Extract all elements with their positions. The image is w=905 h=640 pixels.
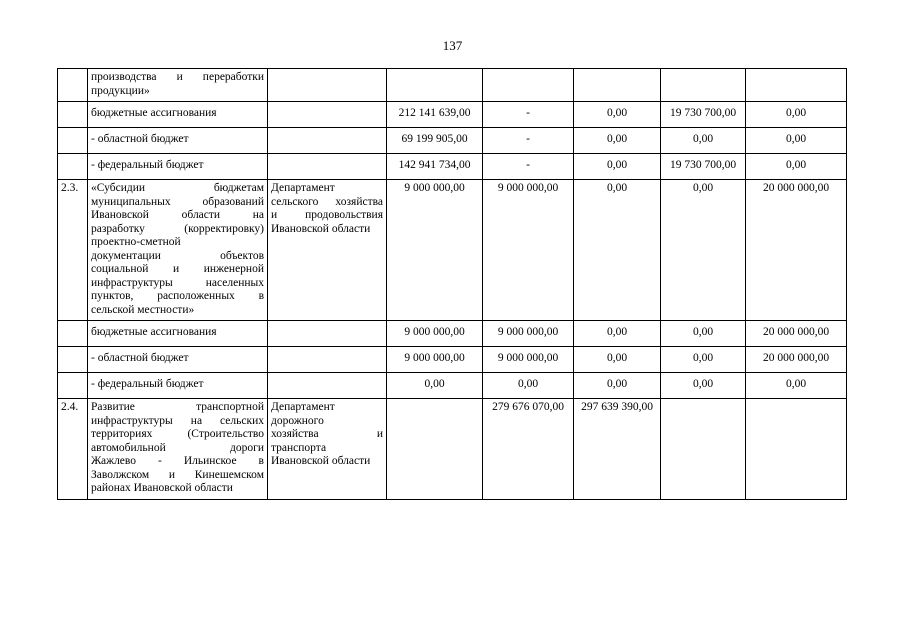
department-line: транспорта	[271, 441, 327, 454]
department-cell	[268, 399, 387, 500]
amount-cell: 0,00	[387, 373, 483, 399]
row-index-cell: 2.3.	[58, 180, 88, 321]
description-line: социальной и инженерной	[91, 263, 264, 275]
amount-cell: 19 730 700,00	[661, 154, 746, 180]
description-line: автомобильной дороги	[91, 441, 264, 454]
description-line: - областной бюджет	[91, 133, 189, 146]
description-line: - федеральный бюджет	[91, 378, 204, 391]
amount-cell: 9 000 000,00	[483, 321, 574, 347]
amount-cell: 0,00	[574, 102, 661, 128]
amount-cell	[387, 399, 483, 500]
description-line: - областной бюджет	[91, 352, 189, 365]
amount-cell: 0,00	[661, 321, 746, 347]
table-row	[58, 128, 847, 154]
table-row	[58, 399, 847, 500]
amount-cell: 142 941 734,00	[387, 154, 483, 180]
amount-cell: 0,00	[746, 128, 847, 154]
amount-cell: 9 000 000,00	[387, 321, 483, 347]
amount-cell	[661, 69, 746, 102]
amount-cell: 0,00	[661, 180, 746, 321]
description-cell	[88, 128, 268, 154]
amount-cell: 0,00	[574, 347, 661, 373]
amount-cell	[746, 69, 847, 102]
description-cell	[88, 399, 268, 500]
row-index-cell	[58, 321, 88, 347]
amount-cell: 279 676 070,00	[483, 399, 574, 500]
amount-cell: -	[483, 102, 574, 128]
amount-cell: 0,00	[574, 180, 661, 321]
description-cell	[88, 373, 268, 399]
amount-cell: 9 000 000,00	[483, 347, 574, 373]
table-row	[58, 154, 847, 180]
department-cell	[268, 347, 387, 373]
description-line: «Субсидии бюджетам	[91, 182, 264, 194]
amount-cell: 0,00	[746, 373, 847, 399]
description-line: инфраструктуры населенных	[91, 276, 264, 289]
amount-cell: 0,00	[574, 373, 661, 399]
row-index-cell: 2.4.	[58, 399, 88, 500]
amount-cell: -	[483, 154, 574, 180]
row-index-cell	[58, 373, 88, 399]
row-index-cell	[58, 69, 88, 102]
department-cell	[268, 69, 387, 102]
description-line: проектно-сметной	[91, 236, 181, 248]
description-line: Развитие транспортной	[91, 401, 264, 413]
department-line: Департамент	[271, 401, 335, 413]
amount-cell: 0,00	[661, 347, 746, 373]
department-line: Ивановской области	[271, 455, 371, 467]
description-line: производства и переработки	[91, 71, 264, 83]
description-cell	[88, 321, 268, 347]
table-row	[58, 180, 847, 321]
amount-cell: 20 000 000,00	[746, 321, 847, 347]
table-row	[58, 102, 847, 128]
department-line: дорожного	[271, 414, 324, 427]
amount-cell: 19 730 700,00	[661, 102, 746, 128]
amount-cell: 20 000 000,00	[746, 347, 847, 373]
amount-cell	[661, 399, 746, 500]
department-line: Ивановской области	[271, 222, 371, 235]
amount-cell: 20 000 000,00	[746, 180, 847, 321]
row-index-cell	[58, 347, 88, 373]
amount-cell: 212 141 639,00	[387, 102, 483, 128]
description-line: документации объектов	[91, 249, 264, 262]
description-line: Жажлево - Ильинское в	[91, 455, 264, 467]
department-line: сельского хозяйства	[271, 195, 383, 208]
amount-cell	[483, 69, 574, 102]
department-line: Департамент	[271, 182, 335, 194]
department-cell	[268, 321, 387, 347]
description-cell	[88, 69, 268, 102]
department-line: хозяйства и	[271, 428, 383, 440]
amount-cell: -	[483, 128, 574, 154]
description-line: - федеральный бюджет	[91, 159, 204, 172]
description-line: муниципальных образований	[91, 195, 264, 208]
department-cell	[268, 128, 387, 154]
description-line: районах Ивановской области	[91, 482, 233, 494]
amount-cell: 0,00	[483, 373, 574, 399]
description-line: территориях (Строительство	[91, 428, 264, 440]
amount-cell	[387, 69, 483, 102]
amount-cell: 0,00	[661, 128, 746, 154]
row-index-cell	[58, 128, 88, 154]
description-line: продукции»	[91, 84, 150, 97]
description-line: пунктов, расположенных в	[91, 290, 264, 302]
amount-cell: 0,00	[661, 373, 746, 399]
amount-cell: 9 000 000,00	[387, 347, 483, 373]
description-line: Ивановской области на	[91, 209, 264, 221]
amount-cell: 0,00	[746, 154, 847, 180]
table-row	[58, 321, 847, 347]
description-line: бюджетные ассигнования	[91, 326, 217, 339]
description-cell	[88, 347, 268, 373]
description-line: Заволжском и Кинешемском	[91, 468, 264, 481]
row-index-cell	[58, 102, 88, 128]
table-row	[58, 347, 847, 373]
amount-cell	[574, 69, 661, 102]
department-line: и продовольствия	[271, 209, 383, 221]
amount-cell: 0,00	[574, 128, 661, 154]
amount-cell: 69 199 905,00	[387, 128, 483, 154]
department-cell	[268, 180, 387, 321]
amount-cell: 9 000 000,00	[387, 180, 483, 321]
amount-cell: 297 639 390,00	[574, 399, 661, 500]
row-index-cell	[58, 154, 88, 180]
description-cell	[88, 154, 268, 180]
table-row	[58, 373, 847, 399]
budget-table	[57, 68, 847, 500]
amount-cell	[746, 399, 847, 500]
description-cell	[88, 102, 268, 128]
description-line: сельской местности»	[91, 303, 195, 316]
amount-cell: 0,00	[574, 154, 661, 180]
page-number: 137	[442, 38, 463, 53]
description-cell	[88, 180, 268, 321]
description-line: разработку (корректировку)	[91, 222, 264, 235]
amount-cell: 0,00	[746, 102, 847, 128]
department-cell	[268, 102, 387, 128]
amount-cell: 9 000 000,00	[483, 180, 574, 321]
table-row	[58, 69, 847, 102]
department-cell	[268, 154, 387, 180]
department-cell	[268, 373, 387, 399]
description-line: бюджетные ассигнования	[91, 107, 217, 120]
amount-cell: 0,00	[574, 321, 661, 347]
description-line: инфраструктуры на сельских	[91, 414, 264, 427]
